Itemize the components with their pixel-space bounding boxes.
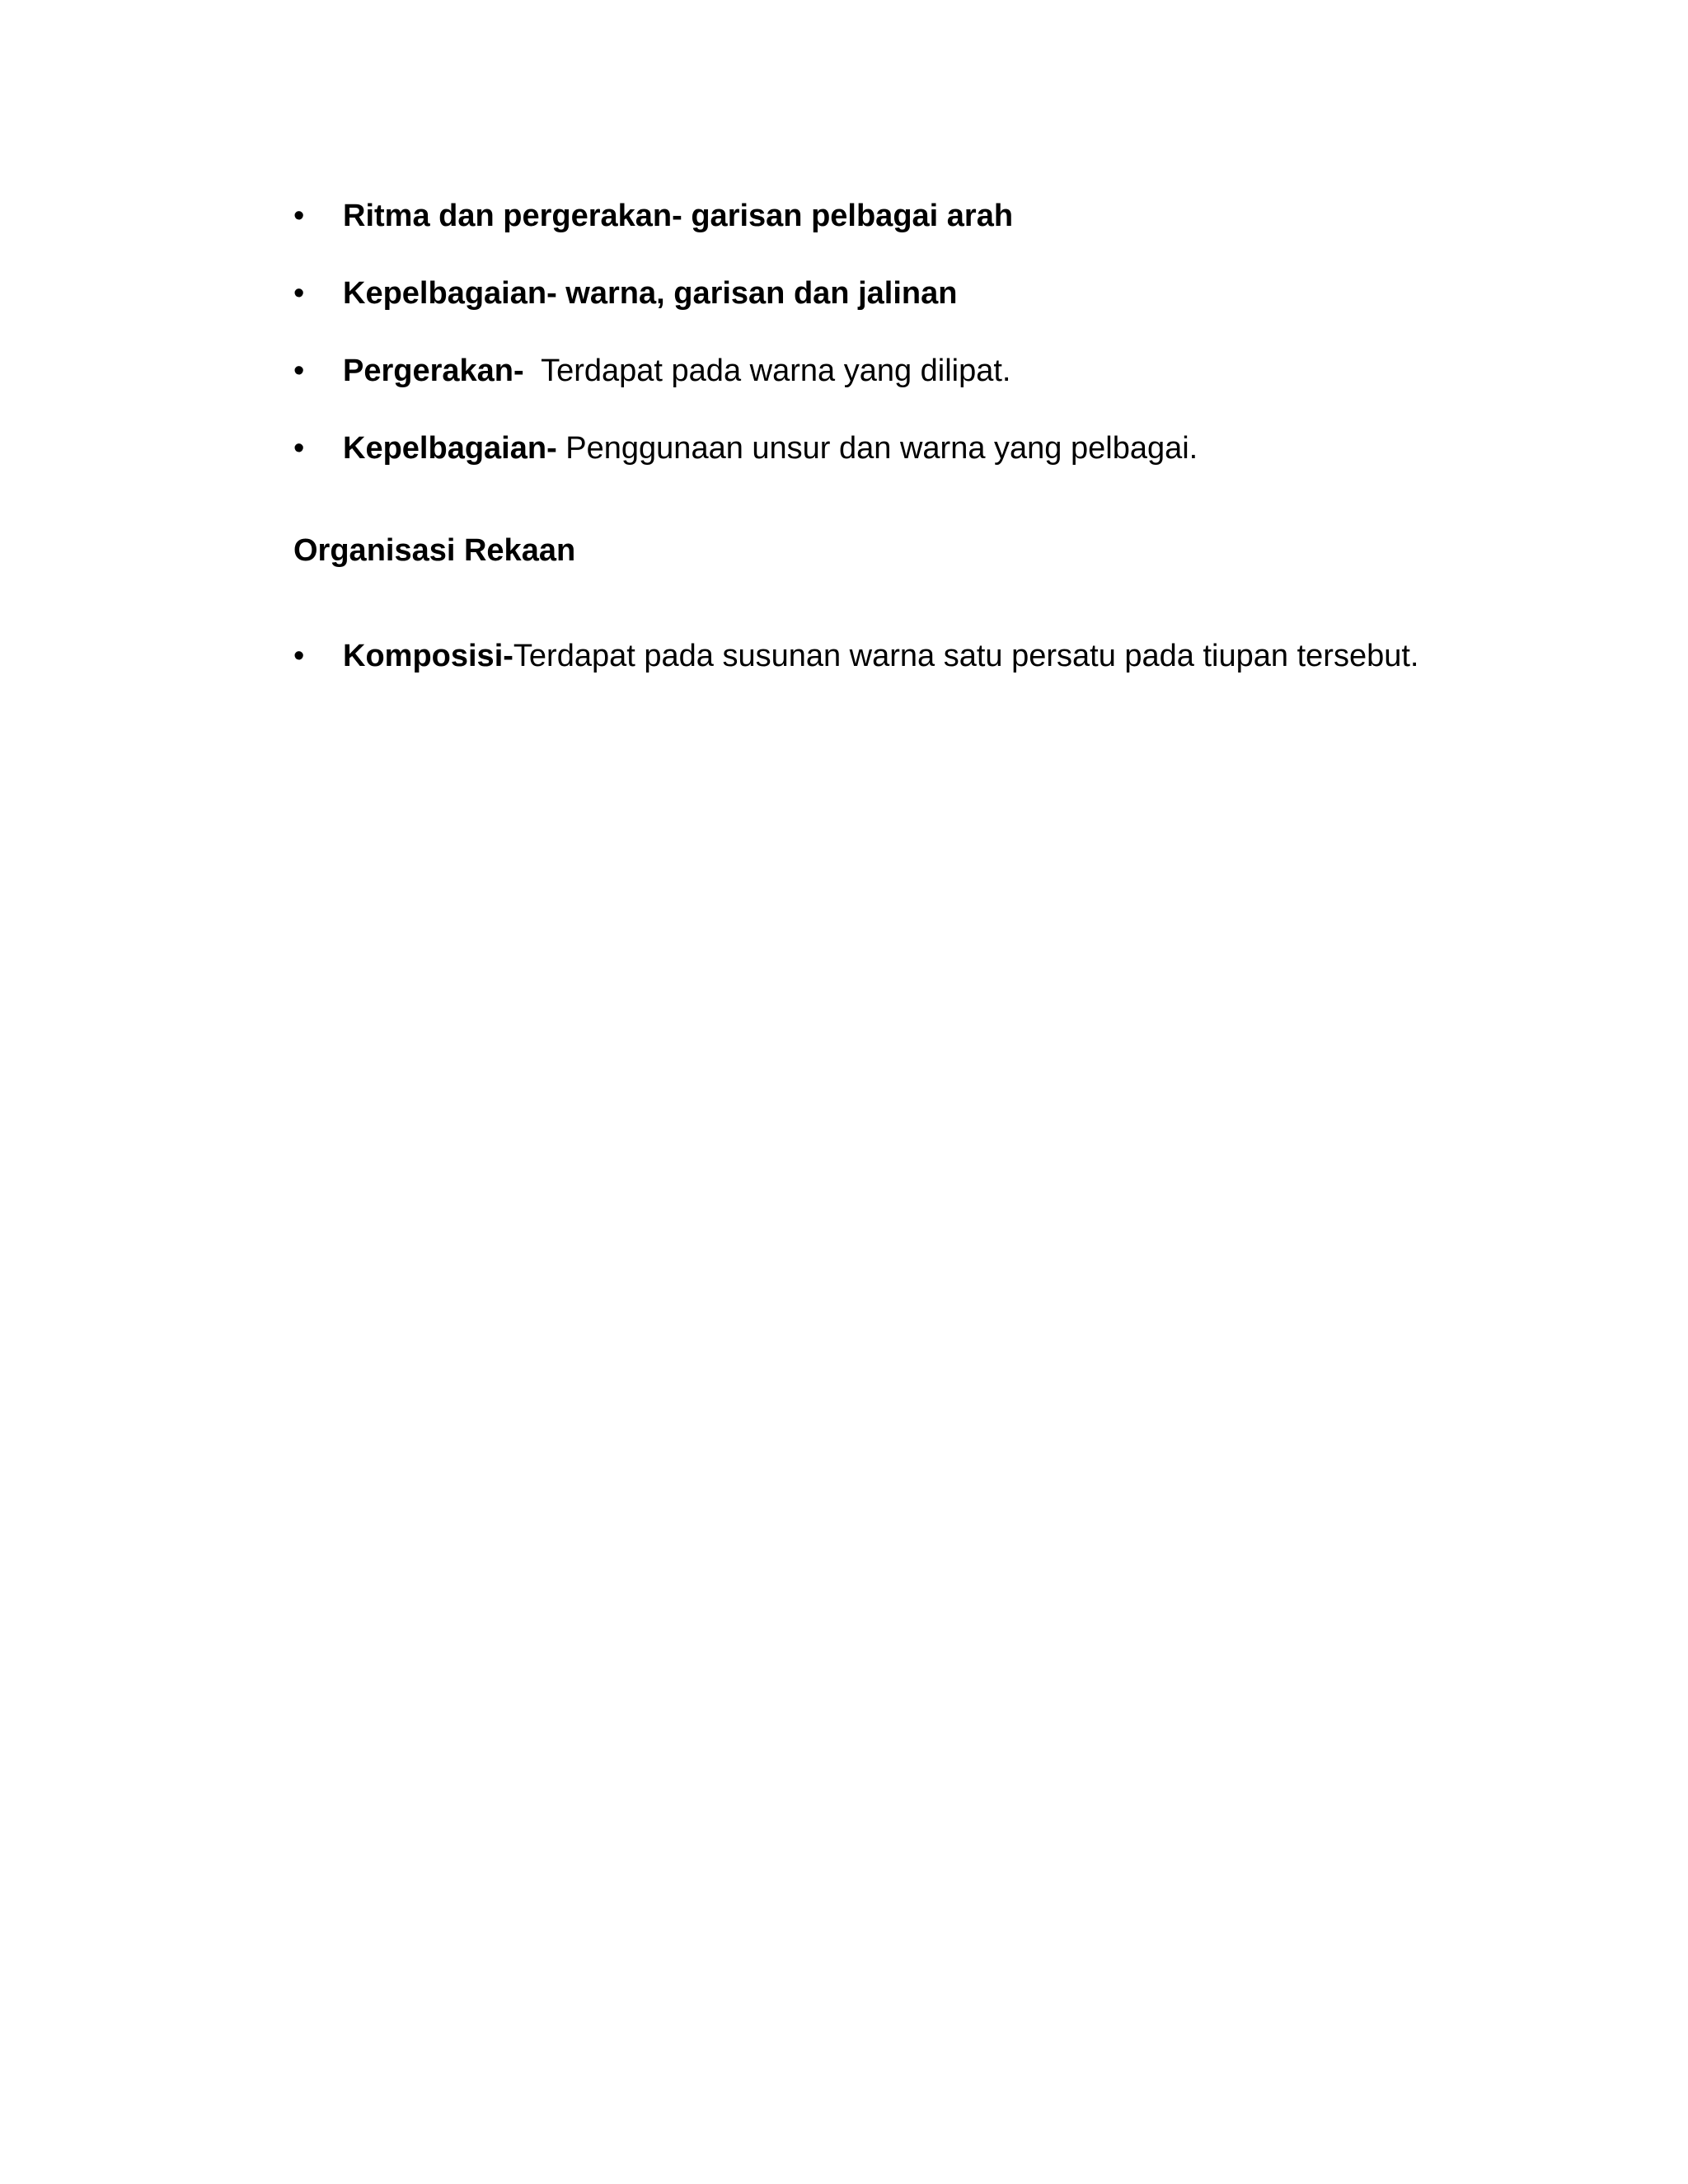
list-item-text [343,424,1198,473]
list-item-bold: Kepelbagaian- [343,431,557,466]
bullet-icon: • [293,639,305,673]
list-item [293,269,1530,346]
bullet-icon: • [293,354,305,388]
list-item [293,424,1530,501]
bullet-list-elements [293,191,1530,501]
list-item-bold: Komposisi- [343,639,513,673]
list-item-text [343,631,1418,681]
section-heading: Organisasi Rekaan [293,533,576,568]
bullet-icon: • [293,199,305,233]
list-item-normal: Terdapat pada warna yang dilipat. [523,354,1011,388]
list-item [293,191,1530,269]
list-item-bold: Kepelbagaian- warna, garisan dan jalinan [343,276,958,311]
list-item-bold: Pergerakan- [343,354,524,388]
list-item-text [343,191,1013,241]
list-item [293,346,1530,424]
bullet-icon: • [293,431,305,466]
list-item-normal: Terdapat pada susunan warna satu persatu pada tiupan tersebut. [513,639,1419,673]
list-item-text [343,346,1011,396]
list-item-text [343,269,957,318]
list-item [293,631,1530,709]
bullet-list-composition [293,631,1530,709]
list-item-bold: Ritma dan pergerakan- garisan pelbagai arah [343,199,1014,233]
bullet-icon: • [293,276,305,311]
list-item-normal: Penggunaan unsur dan warna yang pelbagai. [556,431,1198,466]
